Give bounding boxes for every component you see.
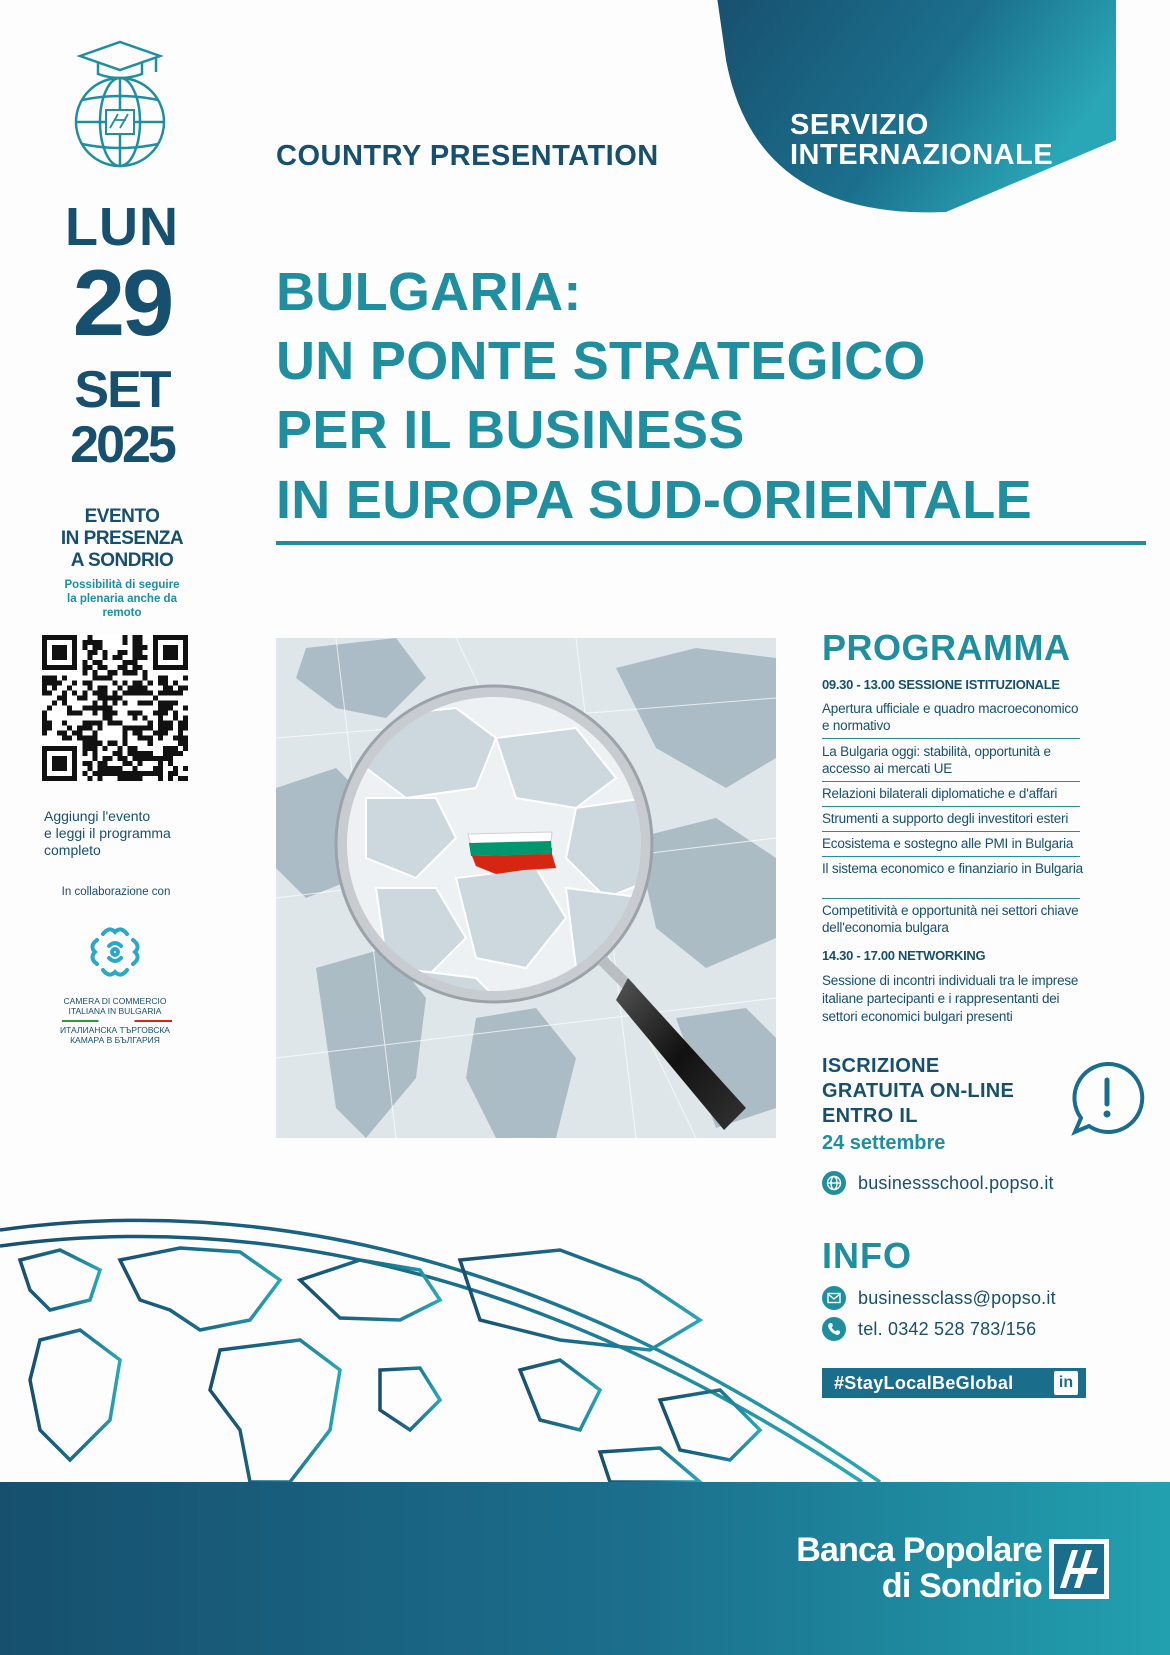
programma-item: Strumenti a supporto degli investitori esteri [822,811,1069,826]
programma-item: Ecosistema e sostegno alle PMI in Bulgaria [822,836,1074,851]
date-day: 29 [72,250,172,355]
event-line: A SONDRIO [70,550,174,571]
qr-caption: Aggiungi l'evento e leggi il programma completo [44,808,171,858]
bank-logo-icon [1046,1536,1112,1602]
date-weekday: LUN [65,197,179,257]
title-underline [276,541,1146,545]
divider [822,831,1080,832]
divider [822,856,1080,857]
divider [822,781,1080,782]
session-networking-label: 14.30 - 17.00 NETWORKING [822,948,986,963]
date-month: SET [74,361,170,419]
date-year: 2025 [70,416,174,474]
collaboration-label: In collaborazione con [61,886,171,898]
title-line: UN PONTE STRATEGICO [276,331,926,391]
remote-note: Possibilità di seguire la plenaria anche da remoto [64,579,180,619]
divider [822,806,1080,807]
divider [822,898,1080,899]
email-link[interactable]: businessclass@popso.it [822,1285,1056,1311]
divider [822,738,1080,739]
alert-icon [1069,1060,1145,1136]
title-line: IN EUROPA SUD-ORIENTALE [276,470,1032,530]
event-line: EVENTO [84,506,160,527]
service-label: SERVIZIO INTERNAZIONALE [790,109,1054,171]
service-banner-shape [716,0,1116,215]
country-presentation-label: COUNTRY PRESENTATION [276,140,659,172]
networking-description: Sessione di incontri individuali tra le imprese italiane partecipanti e i rappresentanti dei settori economici bulgari presenti [822,973,1079,1024]
programma-item: Competitività e opportunità nei settori chiave dell'economia bulgara [822,903,1079,935]
chamber-of-commerce-logo-icon [83,920,147,984]
programma-item: La Bulgaria oggi: stabilità, opportunità e accesso ai mercati UE [822,744,1051,776]
programma-item: Il sistema economico e finanziario in Bulgaria [822,861,1083,876]
flag-stripe-italy [62,1020,172,1022]
hashtag-text: #StayLocalBeGlobal [834,1372,1014,1393]
chamber-name-it: CAMERA DI COMMERCIO ITALIANA IN BULGARIA [63,996,167,1016]
linkedin-icon[interactable]: in [1054,1371,1078,1395]
title-line: BULGARIA: [276,262,582,322]
registration-notice: ISCRIZIONE GRATUITA ON-LINE ENTRO IL [822,1055,1015,1127]
world-map-magnifier-image [276,638,776,1138]
globe-outline-decoration [0,1200,900,1500]
qr-code[interactable] [42,635,188,781]
session-institutional-label: 09.30 - 13.00 SESSIONE ISTITUZIONALE [822,677,1060,692]
phone-link[interactable]: tel. 0342 528 783/156 [822,1316,1036,1342]
title-line: PER IL BUSINESS [276,400,745,460]
globe-icon [822,1171,846,1195]
bank-name: Banca Popolare di Sondrio [796,1531,1042,1605]
info-heading: INFO [822,1235,912,1276]
programma-heading: PROGRAMMA [822,627,1071,668]
registration-deadline: 24 settembre [822,1132,946,1154]
event-line: IN PRESENZA [60,528,184,549]
business-school-globe-icon [68,36,172,172]
programma-item: Relazioni bilaterali diplomatiche e d'affari [822,786,1058,801]
website-link[interactable]: businessschool.popso.it [822,1170,1054,1196]
chamber-name-bg: ИТАЛИАНСКА ТЪРГОВСКА КАМАРА В БЪЛГАРИЯ [60,1025,170,1045]
programma-item: Apertura ufficiale e quadro macroeconomico e normativo [822,701,1079,733]
